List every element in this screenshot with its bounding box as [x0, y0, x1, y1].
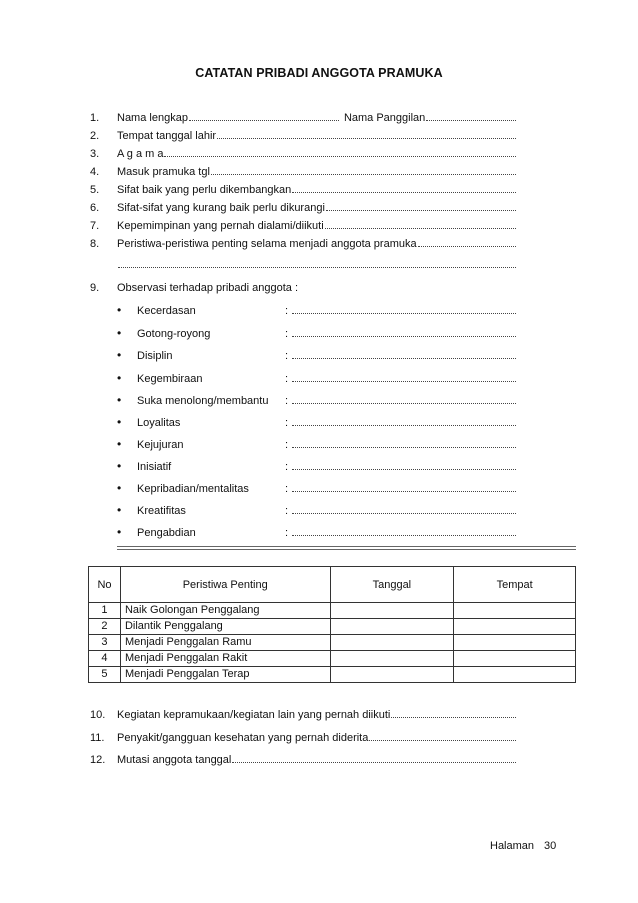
- bullet-icon: •: [117, 348, 122, 362]
- item-number: 11.: [90, 732, 105, 744]
- item-label: Observasi terhadap pribadi anggota :: [117, 282, 299, 294]
- cell-tempat[interactable]: [454, 619, 576, 635]
- item-number: 7.: [90, 220, 100, 232]
- cell-tempat[interactable]: [454, 651, 576, 667]
- observation-row: [117, 302, 517, 318]
- observation-label: Gotong-royong: [137, 328, 211, 340]
- form-line-kepemimpinan: [90, 217, 517, 233]
- item-label: A g a m a: [117, 148, 164, 160]
- observation-label: Suka menolong/membantu: [137, 395, 269, 407]
- observation-row: [117, 524, 517, 540]
- cell-tempat[interactable]: [454, 635, 576, 651]
- observation-row: [117, 347, 517, 363]
- cell-no: 1: [89, 603, 121, 619]
- form-line-peristiwa-cont: [90, 256, 517, 272]
- item-label: Kepemimpinan yang pernah dialami/diikuti: [117, 220, 324, 232]
- fill-in-dots[interactable]: [217, 127, 516, 139]
- observation-row: [117, 458, 517, 474]
- item-label: Sifat-sifat yang kurang baik perlu dikurangi: [117, 202, 325, 214]
- item-label: Nama lengkap: [117, 112, 188, 124]
- bullet-icon: •: [117, 371, 122, 385]
- fill-in-dots[interactable]: [292, 480, 516, 492]
- cell-event: Menjadi Penggalan Rakit: [120, 651, 330, 667]
- colon: :: [285, 395, 289, 407]
- colon: :: [285, 350, 289, 362]
- cell-event: Menjadi Penggalan Ramu: [120, 635, 330, 651]
- item-label: Peristiwa-peristiwa penting selama menjadi anggota pramuka: [117, 238, 417, 250]
- form-line-nama: [90, 109, 517, 125]
- colon: :: [285, 505, 289, 517]
- cell-no: 3: [89, 635, 121, 651]
- fill-in-dots[interactable]: [292, 436, 516, 448]
- item-label: Tempat tanggal lahir: [117, 130, 217, 142]
- colon: :: [285, 461, 289, 473]
- fill-in-dots[interactable]: [292, 181, 516, 193]
- item-number: 4.: [90, 166, 100, 178]
- fill-in-dots[interactable]: [326, 199, 516, 211]
- fill-in-dots[interactable]: [391, 706, 516, 718]
- table-row: [89, 619, 576, 635]
- fill-in-dots[interactable]: [292, 524, 516, 536]
- fill-in-dots[interactable]: [369, 729, 516, 741]
- observation-label: Pengabdian: [137, 527, 196, 539]
- observation-label: Kejujuran: [137, 439, 184, 451]
- table-row: [89, 667, 576, 683]
- page-number: 30: [544, 840, 557, 852]
- form-line-ttl: [90, 127, 517, 143]
- fill-in-dots[interactable]: [211, 163, 516, 175]
- bullet-icon: •: [117, 326, 122, 340]
- column-header-tempat: Tempat: [454, 567, 576, 603]
- cell-no: 2: [89, 619, 121, 635]
- item-label: Penyakit/gangguan kesehatan yang pernah diderita: [117, 732, 369, 744]
- item-number: 12.: [90, 754, 106, 766]
- column-header-tanggal: Tanggal: [330, 567, 454, 603]
- table-row: [89, 603, 576, 619]
- cell-tanggal[interactable]: [330, 667, 454, 683]
- bullet-icon: •: [117, 393, 122, 407]
- fill-in-dots[interactable]: [292, 392, 516, 404]
- observation-row: [117, 414, 517, 430]
- cell-event: Menjadi Penggalan Terap: [120, 667, 330, 683]
- bullet-icon: •: [117, 525, 122, 539]
- footer-label: Halaman: [490, 840, 535, 852]
- column-header-peristiwa: Peristiwa Penting: [120, 567, 330, 603]
- column-header-no: No: [89, 567, 121, 603]
- fill-in-dots[interactable]: [325, 217, 516, 229]
- observation-row: [117, 480, 517, 496]
- observation-label: Loyalitas: [137, 417, 181, 429]
- bullet-icon: •: [117, 503, 122, 517]
- cell-tanggal[interactable]: [330, 619, 454, 635]
- fill-in-dots[interactable]: [292, 458, 516, 470]
- form-line-sifat-kurang: [90, 199, 517, 215]
- form-line-mutasi: [90, 751, 517, 767]
- fill-in-dots[interactable]: [118, 256, 516, 268]
- colon: :: [285, 439, 289, 451]
- cell-no: 4: [89, 651, 121, 667]
- colon: :: [285, 417, 289, 429]
- cell-event: Naik Golongan Penggalang: [120, 603, 330, 619]
- observation-row: [117, 325, 517, 341]
- cell-tanggal[interactable]: [330, 651, 454, 667]
- observation-row: [117, 392, 517, 408]
- bullet-icon: •: [117, 481, 122, 495]
- form-line-sifat-baik: [90, 181, 517, 197]
- colon: :: [285, 305, 289, 317]
- table-header-row: [89, 567, 576, 603]
- item-number: 1.: [90, 112, 100, 124]
- divider: [117, 546, 576, 547]
- observation-label: Disiplin: [137, 350, 173, 362]
- fill-in-dots[interactable]: [164, 145, 516, 157]
- cell-tempat[interactable]: [454, 667, 576, 683]
- fill-in-dots[interactable]: [426, 109, 516, 121]
- cell-tempat[interactable]: [454, 603, 576, 619]
- fill-in-dots[interactable]: [292, 302, 516, 314]
- fill-in-dots[interactable]: [189, 109, 339, 121]
- fill-in-dots[interactable]: [232, 751, 516, 763]
- item-label-secondary: Nama Panggilan: [343, 112, 426, 124]
- page-footer: [490, 840, 590, 852]
- colon: :: [285, 373, 289, 385]
- observation-row: [117, 370, 517, 386]
- observation-row: [117, 502, 517, 518]
- cell-no: 5: [89, 667, 121, 683]
- colon: :: [285, 483, 289, 495]
- cell-event: Dilantik Penggalang: [120, 619, 330, 635]
- form-line-masuk: [90, 163, 517, 179]
- colon: :: [285, 527, 289, 539]
- form-line-observasi: [90, 280, 517, 296]
- item-number: 5.: [90, 184, 100, 196]
- item-number: 6.: [90, 202, 100, 214]
- observation-row: [117, 436, 517, 452]
- item-number: 2.: [90, 130, 100, 142]
- observation-label: Kepribadian/mentalitas: [137, 483, 249, 495]
- item-number: 3.: [90, 148, 100, 160]
- item-number: 8.: [90, 238, 100, 250]
- fill-in-dots[interactable]: [292, 347, 516, 359]
- item-number: 10.: [90, 709, 106, 721]
- fill-in-dots[interactable]: [292, 370, 516, 382]
- observation-label: Inisiatif: [137, 461, 172, 473]
- item-number: 9.: [90, 282, 100, 294]
- bullet-icon: •: [117, 303, 122, 317]
- page-title: CATATAN PRIBADI ANGGOTA PRAMUKA: [195, 66, 443, 80]
- observation-label: Kecerdasan: [137, 305, 196, 317]
- table-row: [89, 651, 576, 667]
- form-line-kegiatan: [90, 706, 517, 722]
- item-label: Masuk pramuka tgl: [117, 166, 210, 178]
- form-line-penyakit: [90, 729, 517, 745]
- table-row: [89, 635, 576, 651]
- events-table: [88, 566, 576, 683]
- cell-tanggal[interactable]: [330, 603, 454, 619]
- fill-in-dots[interactable]: [292, 414, 516, 426]
- colon: :: [285, 328, 289, 340]
- observation-label: Kegembiraan: [137, 373, 203, 385]
- fill-in-dots[interactable]: [292, 325, 516, 337]
- item-label: Sifat baik yang perlu dikembangkan: [117, 184, 292, 196]
- form-line-peristiwa: [90, 235, 517, 251]
- fill-in-dots[interactable]: [292, 502, 516, 514]
- form-line-agama: [90, 145, 517, 161]
- fill-in-dots[interactable]: [418, 235, 516, 247]
- observation-label: Kreatifitas: [137, 505, 186, 517]
- divider: [117, 549, 576, 550]
- item-label: Kegiatan kepramukaan/kegiatan lain yang pernah diikuti: [117, 709, 391, 721]
- bullet-icon: •: [117, 459, 122, 473]
- item-label: Mutasi anggota tanggal: [117, 754, 232, 766]
- cell-tanggal[interactable]: [330, 635, 454, 651]
- bullet-icon: •: [117, 437, 122, 451]
- bullet-icon: •: [117, 415, 122, 429]
